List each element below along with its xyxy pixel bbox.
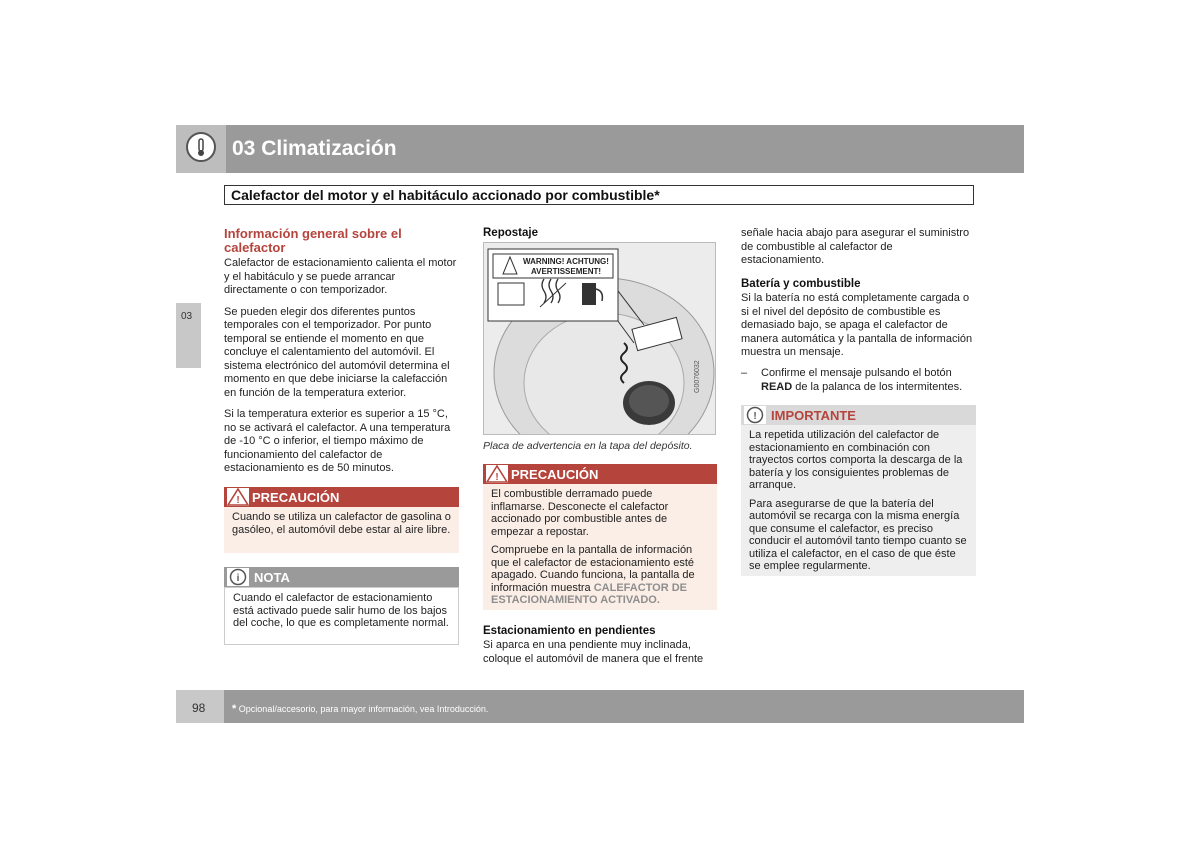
step-text: Confirme el mensaje pulsando el botón [761, 367, 952, 379]
slope-text: Si aparca en una pendiente muy inclinada, coloque el automóvil de manera que el frente [483, 639, 704, 665]
svg-text:i: i [236, 573, 240, 584]
chapter-side-tab-label: 03 [181, 311, 193, 322]
footer-asterisk: * [232, 703, 237, 715]
step-dash: – [741, 367, 748, 379]
warning-plate-line-2: AVERTISSEMENT! [530, 267, 602, 276]
refuelling-heading: Repostaje [483, 227, 538, 239]
svg-text:!: ! [495, 472, 499, 483]
figure-code: G0076032 [694, 360, 701, 393]
important-header [741, 405, 976, 425]
caution-paragraph: El combustible derramado puede inflamarse. Desconecte el calefactor accionado por combustible antes de empezar a repostar. [491, 488, 669, 538]
paragraph: Se pueden elegir dos diferentes puntos temporales con el temporizador. Por punto temporal se entiende el momento en que concluye el calentamiento del automóvil. El sistema electrónico del automóvil determina el momento en que debe iniciarse la calefacción en función de la temperatura exterior. [224, 305, 450, 399]
caution-body: Cuando se utiliza un calefactor de gasolina o gasóleo, el automóvil debe estar al aire libre. [224, 507, 459, 553]
paragraph: Calefactor de estacionamiento calienta el motor y el habitáculo y se puede arrancar directamente o con temporizador. [224, 257, 457, 296]
general-info-heading: Información general sobre el calefactor [224, 226, 402, 255]
caution-paragraph [491, 544, 709, 607]
important-paragraph: Para asegurarse de que la batería del automóvil se recarga con la misma energía que consume el calefactor, es preciso conducir el automóvil tanto tiempo cuanto se utiliza el calefactor, en el caso de que éste se emplee regularmente. [749, 497, 967, 572]
caution-body [483, 484, 717, 610]
caution-label: PRECAUCIÓN [511, 467, 599, 482]
caution-text: Compruebe en la pantalla de información que el calefactor de estacionamiento esté apagado. Cuando funciona, la pantalla de información muestra [491, 544, 695, 594]
step-item [741, 367, 977, 394]
slope-text-continued: señale hacia abajo para asegurar el suministro de combustible al calefactor de estacionamiento. [741, 227, 970, 266]
figure-caption: Placa de advertencia en la tapa del depósito. [483, 440, 693, 452]
warning-triangle-icon [227, 488, 249, 506]
caution-label: PRECAUCIÓN [252, 490, 340, 505]
thermometer-icon [186, 132, 216, 162]
general-info-body [224, 257, 460, 476]
caution-header [483, 464, 717, 484]
battery-heading: Batería y combustible [741, 278, 861, 290]
important-body [741, 425, 976, 576]
warning-plate-text [518, 257, 614, 277]
caution-header [224, 487, 459, 507]
section-title: Calefactor del motor y el habitáculo accionado por combustible* [231, 187, 660, 203]
warning-plate-line-1: WARNING! ACHTUNG! [523, 257, 609, 266]
exclamation-icon [744, 406, 766, 424]
battery-text: Si la batería no está completamente cargada o si el nivel del depósito de combustible es demasiado bajo, se apaga el calefactor de manera automática y la pantalla de información muestra un mensaje. [741, 292, 973, 358]
important-label: IMPORTANTE [771, 408, 856, 423]
footer-note-text: Opcional/accesorio, para mayor información, vea Introducción. [238, 704, 489, 714]
footer-note [232, 703, 488, 715]
svg-text:!: ! [236, 495, 240, 506]
read-button-label: READ [761, 380, 793, 393]
slope-heading: Estacionamiento en pendientes [483, 625, 656, 637]
fuel-cap-illustration [483, 242, 716, 435]
info-icon [227, 568, 249, 586]
page-number: 98 [192, 701, 206, 715]
important-paragraph: La repetida utilización del calefactor de estacionamiento en combinación con trayectos cortos comporta la descarga de la batería y los consiguientes problemas de arranque. [749, 429, 963, 491]
column-1 [224, 227, 460, 484]
warning-triangle-icon [486, 465, 508, 483]
note-body: Cuando el calefactor de estacionamiento está activado puede salir humo de los bajos del coche, lo que es completamente normal. [224, 587, 459, 645]
note-header [224, 567, 459, 587]
svg-text:!: ! [753, 411, 757, 422]
chapter-title: 03 Climatización [232, 137, 397, 160]
paragraph: Si la temperatura exterior es superior a 15 °C, no se activará el calefactor. A una temperatura de -10 °C o inferior, el tiempo máximo de funcionamiento del calefactor de estacionamiento es de 50 minutos. [224, 408, 451, 474]
note-label: NOTA [254, 570, 290, 585]
display-message: CALEFACTOR DE ESTACIONAMIENTO ACTIVADO. [491, 581, 688, 606]
step-text: de la palanca de los intermitentes. [792, 380, 963, 393]
